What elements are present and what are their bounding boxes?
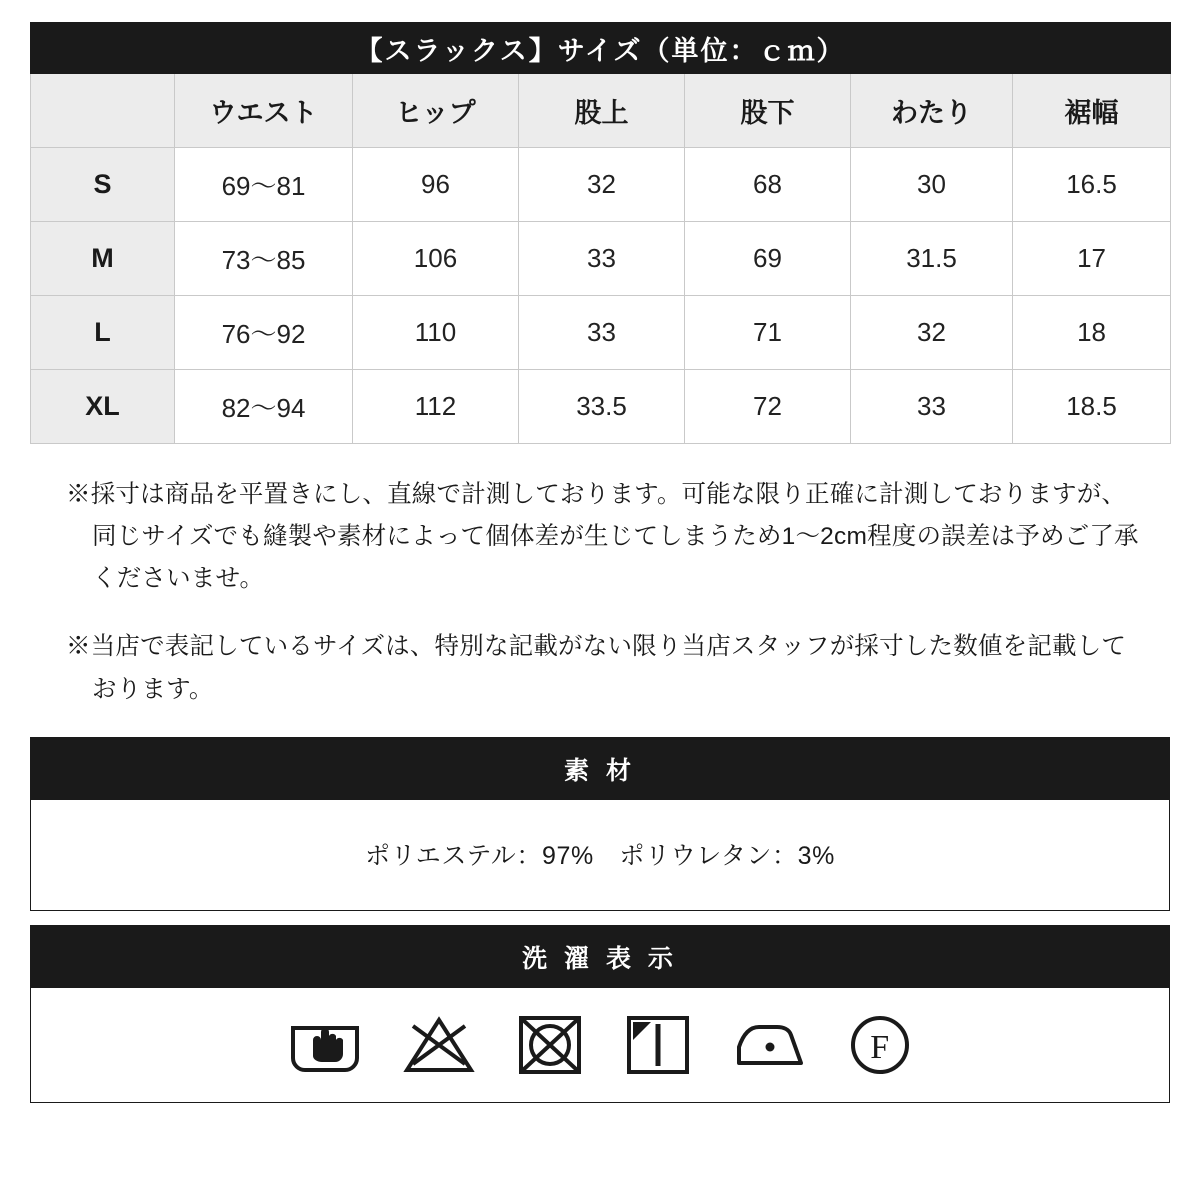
cell-hip: 112 <box>353 370 519 444</box>
cell-inseam: 68 <box>685 148 851 222</box>
table-row <box>31 370 1171 444</box>
line-dry-in-shade-icon <box>625 1014 691 1076</box>
column-header-rise: 股上 <box>519 74 685 148</box>
no-bleach-icon <box>403 1014 475 1076</box>
table-row <box>31 222 1171 296</box>
cell-rise: 33 <box>519 296 685 370</box>
laundry-section <box>30 925 1170 1103</box>
note-measurement: ※採寸は商品を平置きにし、直線で計測しております。可能な限り正確に計測しておりますが、同じサイズでも縫製や素材によって個体差が生じてしまうため1〜2cm程度の誤差は予めご了承くださいませ。 <box>66 481 1139 593</box>
column-header-hip: ヒップ <box>353 74 519 148</box>
column-header-corner <box>31 74 175 148</box>
material-section <box>30 737 1170 911</box>
size-table <box>30 22 1171 444</box>
cell-hip: 110 <box>353 296 519 370</box>
row-size-label: L <box>31 296 175 370</box>
laundry-header: 洗 濯 表 示 <box>31 926 1169 988</box>
material-text: ポリエステル：97% ポリウレタン：3% <box>365 841 835 870</box>
row-size-label: S <box>31 148 175 222</box>
laundry-icon-row <box>31 1014 1169 1076</box>
note-staff-measured: ※当店で表記しているサイズは、特別な記載がない限り当店スタッフが採寸した数値を記載しております。 <box>66 633 1127 703</box>
row-size-label: XL <box>31 370 175 444</box>
cell-hem: 18 <box>1013 296 1171 370</box>
dry-clean-f-icon <box>849 1014 911 1076</box>
column-header-inseam: 股下 <box>685 74 851 148</box>
notes-block <box>30 474 1170 711</box>
cell-rise: 33.5 <box>519 370 685 444</box>
cell-waist: 82〜94 <box>175 370 353 444</box>
size-table-title: 【スラックス】サイズ（単位：ｃｍ） <box>31 23 1171 74</box>
cell-waist: 73〜85 <box>175 222 353 296</box>
laundry-body <box>31 988 1169 1102</box>
cell-rise: 33 <box>519 222 685 296</box>
cell-hem: 18.5 <box>1013 370 1171 444</box>
cell-rise: 32 <box>519 148 685 222</box>
cell-inseam: 71 <box>685 296 851 370</box>
column-header-thigh: わたり <box>851 74 1013 148</box>
cell-waist: 76〜92 <box>175 296 353 370</box>
cell-thigh: 33 <box>851 370 1013 444</box>
cell-hip: 96 <box>353 148 519 222</box>
table-row <box>31 148 1171 222</box>
cell-inseam: 69 <box>685 222 851 296</box>
cell-thigh: 30 <box>851 148 1013 222</box>
column-header-hem: 裾幅 <box>1013 74 1171 148</box>
table-row <box>31 296 1171 370</box>
svg-text:F: F <box>870 1028 890 1066</box>
iron-low-icon <box>733 1017 807 1073</box>
material-body <box>31 800 1169 910</box>
column-header-waist: ウエスト <box>175 74 353 148</box>
cell-hem: 16.5 <box>1013 148 1171 222</box>
row-size-label: M <box>31 222 175 296</box>
size-table-header-row <box>31 74 1171 148</box>
material-header: 素 材 <box>31 738 1169 800</box>
cell-thigh: 32 <box>851 296 1013 370</box>
cell-thigh: 31.5 <box>851 222 1013 296</box>
hand-wash-icon <box>289 1014 361 1076</box>
cell-waist: 69〜81 <box>175 148 353 222</box>
cell-hip: 106 <box>353 222 519 296</box>
no-tumble-dry-icon <box>517 1014 583 1076</box>
cell-hem: 17 <box>1013 222 1171 296</box>
cell-inseam: 72 <box>685 370 851 444</box>
